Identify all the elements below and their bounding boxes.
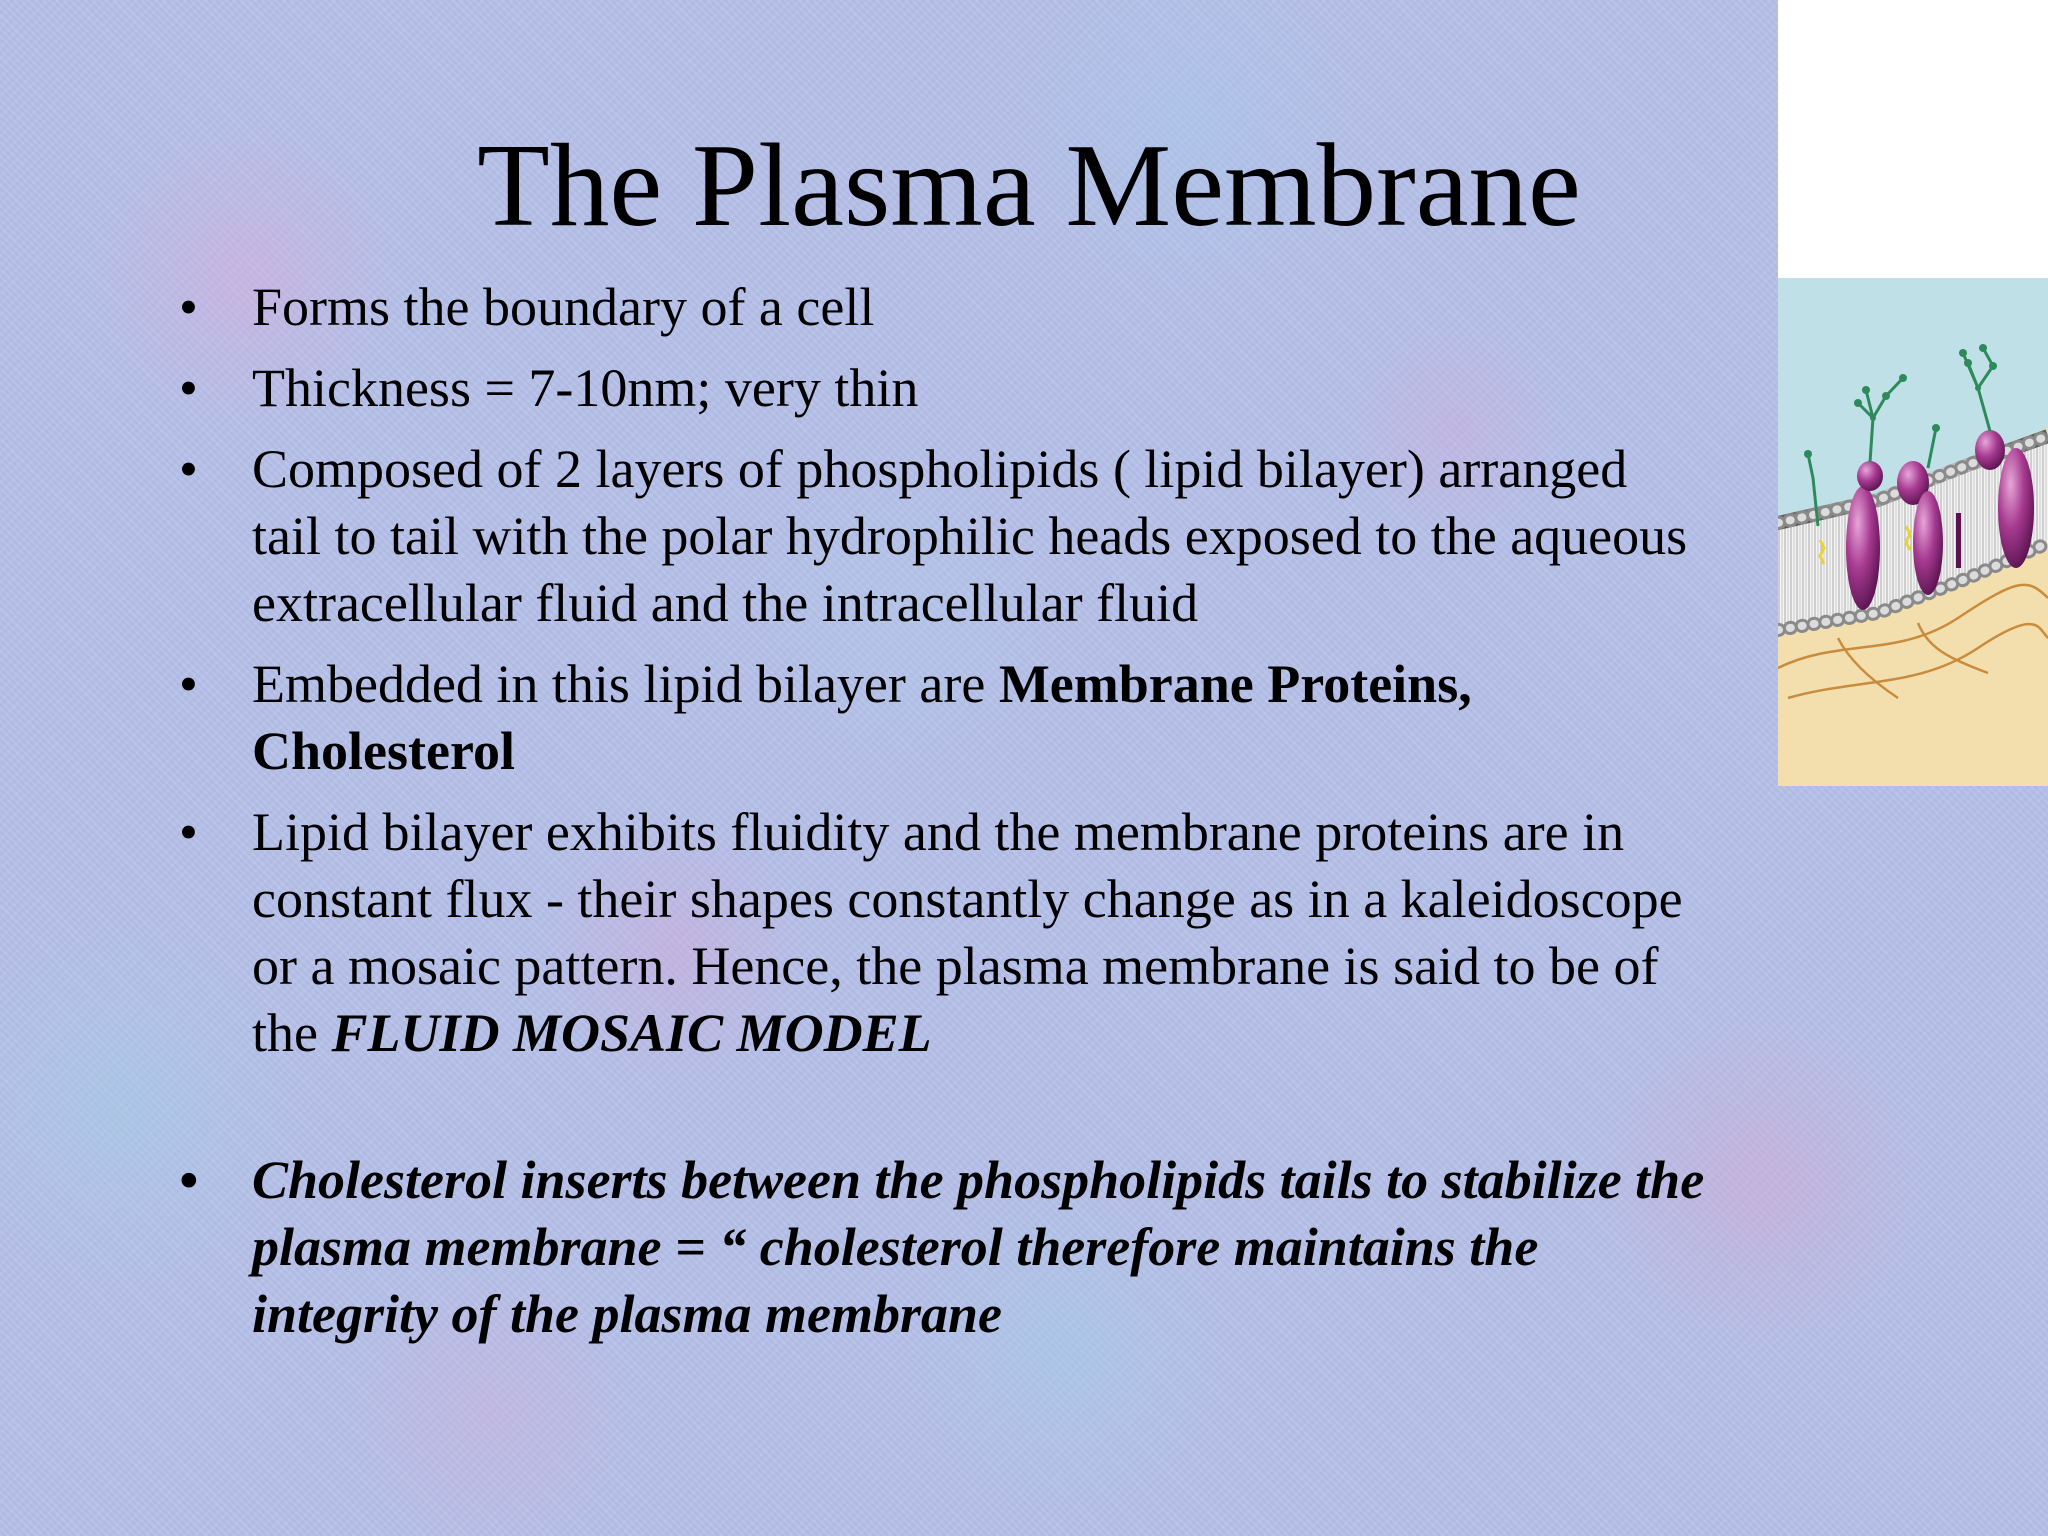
bullet-text-line: Cholesterol inserts between the phospholipids tails to stabilize the xyxy=(252,1150,1705,1210)
bullet-text-plain: Embedded in this lipid bilayer are xyxy=(252,654,999,714)
bullet-item-cholesterol xyxy=(167,1147,1887,1348)
bullet-text-line xyxy=(252,1000,1887,1067)
bullet-text-line: plasma membrane = “ cholesterol therefore maintains the xyxy=(252,1217,1539,1277)
bullet-text-bold: Membrane Proteins, xyxy=(998,654,1472,714)
bullet-glyph: • xyxy=(179,1150,198,1210)
bullet-text: Forms the boundary of a cell xyxy=(252,277,875,337)
bullet-text-line: integrity of the plasma membrane xyxy=(252,1284,1002,1344)
bullet-glyph: • xyxy=(179,802,198,862)
bullet-text-line: Composed of 2 layers of phospholipids ( lipid bilayer) arranged xyxy=(252,439,1628,499)
bullet-text-line: constant flux - their shapes constantly change as in a kaleidoscope xyxy=(252,869,1683,929)
bullet-item-thickness xyxy=(167,355,1887,422)
bullet-text-bold: Cholesterol xyxy=(252,721,515,781)
bullet-glyph: • xyxy=(179,358,198,418)
bullet-text-line: Lipid bilayer exhibits fluidity and the membrane proteins are in xyxy=(252,802,1625,862)
bullet-list xyxy=(167,274,1887,1362)
bullet-text-line xyxy=(252,651,1887,718)
bullet-glyph: • xyxy=(179,439,198,499)
bullet-glyph: • xyxy=(179,277,198,337)
bullet-text-line: tail to tail with the polar hydrophilic heads exposed to the aqueous xyxy=(252,506,1688,566)
bullet-item-composition xyxy=(167,436,1887,637)
bullet-text-line: or a mosaic pattern. Hence, the plasma membrane is said to be of xyxy=(252,936,1659,996)
bullet-item-boundary xyxy=(167,274,1887,341)
bullet-text-line: extracellular fluid and the intracellular fluid xyxy=(252,573,1199,633)
bullet-item-embedded xyxy=(167,651,1887,785)
bullet-item-fluidity xyxy=(167,799,1887,1067)
slide-title: The Plasma Membrane xyxy=(477,119,1581,251)
bullet-text-plain: the xyxy=(252,1003,332,1063)
fluid-mosaic-model-term: FLUID MOSAIC MODEL xyxy=(331,1003,932,1063)
bullet-glyph: • xyxy=(179,654,198,714)
bullet-text: Thickness = 7-10nm; very thin xyxy=(252,358,919,418)
